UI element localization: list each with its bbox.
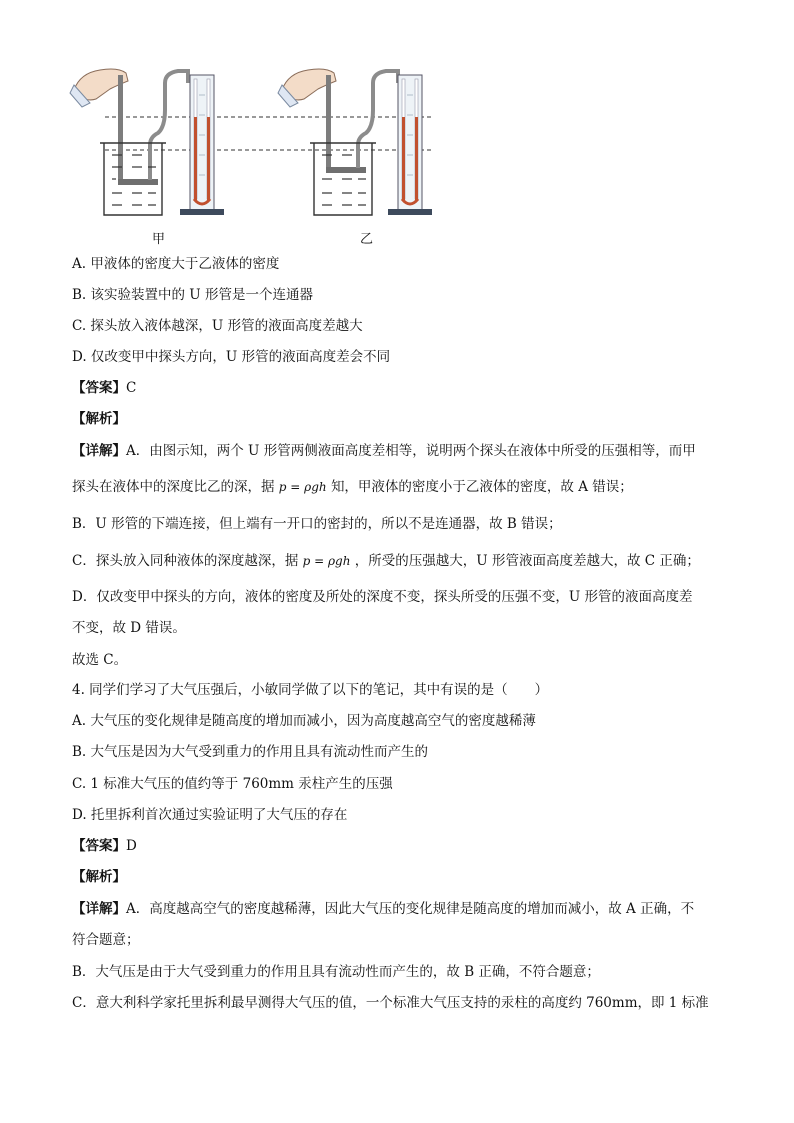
q4-stem: 4. 同学们学习了大气压强后，小敏同学做了以下的笔记，其中有误的是（ ）	[72, 682, 549, 698]
q3-detail-d-line2: 不变，故 D 错误。	[72, 620, 186, 636]
q4-option-a: A. 大气压的变化规律是随高度的增加而减小，因为高度越高空气的密度越稀薄	[72, 713, 536, 729]
q3-detail-a-line2	[72, 477, 633, 497]
formula-pressure: p = ρgh	[278, 480, 327, 494]
figure-caption-right: 乙	[360, 232, 374, 247]
q4-answer-line	[72, 836, 137, 856]
q4-detail-b: B．大气压是由于大气受到重力的作用且具有流动性而产生的，故 B 正确，不符合题意；	[72, 964, 600, 980]
q4-detail-a-line2: 符合题意；	[72, 932, 140, 948]
setup-left	[70, 69, 224, 215]
detail-text: A．由图示知，两个 U 形管两侧液面高度差相等，说明两个探头在液体中所受的压强相等，而甲	[126, 443, 696, 459]
q4-detail-c: C．意大利科学家托里拆利最早测得大气压的值，一个标准大气压支持的汞柱的高度约 760mm，即 1 标准	[72, 995, 709, 1011]
q3-detail-a-line1	[72, 441, 696, 461]
q3-detail-b: B．U 形管的下端连接，但上端有一开口的密封的，所以不是连通器，故 B 错误；	[72, 516, 562, 532]
detail-tag: 【详解】	[72, 901, 126, 917]
q3-option-b: B. 该实验装置中的 U 形管是一个连通器	[72, 287, 313, 303]
q3-analysis-tag: 【解析】	[72, 411, 126, 427]
q3-option-c: C. 探头放入液体越深，U 形管的液面高度差越大	[72, 318, 363, 334]
q4-analysis-tag: 【解析】	[72, 869, 126, 885]
q3-answer-line	[72, 378, 136, 398]
detail-text: C．探头放入同种液体的深度越深，据	[72, 553, 299, 569]
detail-text: 知，甲液体的密度小于乙液体的密度，故 A 错误；	[330, 479, 633, 495]
q4-detail-a-line1	[72, 899, 694, 919]
experiment-figure	[60, 55, 440, 255]
detail-text: ，所受的压强越大，U 形管液面高度差越大，故 C 正确；	[354, 553, 700, 569]
detail-text: 探头在液体中的深度比乙的深，据	[72, 479, 275, 495]
q4-option-b: B. 大气压是因为大气受到重力的作用且具有流动性而产生的	[72, 744, 429, 760]
answer-tag: 【答案】	[72, 380, 126, 396]
answer-tag: 【答案】	[72, 838, 126, 854]
detail-text: A．高度越高空气的密度越稀薄，因此大气压的变化规律是随高度的增加而减小，故 A 正确，不	[126, 901, 695, 917]
q3-detail-c	[72, 551, 700, 571]
setup-right	[278, 69, 432, 215]
q4-option-d: D. 托里拆利首次通过实验证明了大气压的存在	[72, 807, 348, 823]
q3-option-a: A. 甲液体的密度大于乙液体的密度	[72, 256, 280, 272]
detail-tag: 【详解】	[72, 443, 126, 459]
q3-option-d: D. 仅改变甲中探头方向，U 形管的液面高度差会不同	[72, 349, 391, 365]
formula-pressure: p = ρgh	[302, 554, 351, 568]
answer-value: C	[126, 380, 137, 396]
figure-caption-left: 甲	[152, 232, 166, 247]
q4-option-c: C. 1 标准大气压的值约等于 760mm 汞柱产生的压强	[72, 776, 393, 792]
q3-conclusion: 故选 C。	[72, 652, 128, 668]
q3-detail-d-line1: D．仅改变甲中探头的方向，液体的密度及所处的深度不变，探头所受的压强不变，U 形管的液面高度差	[72, 589, 693, 605]
answer-value: D	[126, 838, 137, 854]
